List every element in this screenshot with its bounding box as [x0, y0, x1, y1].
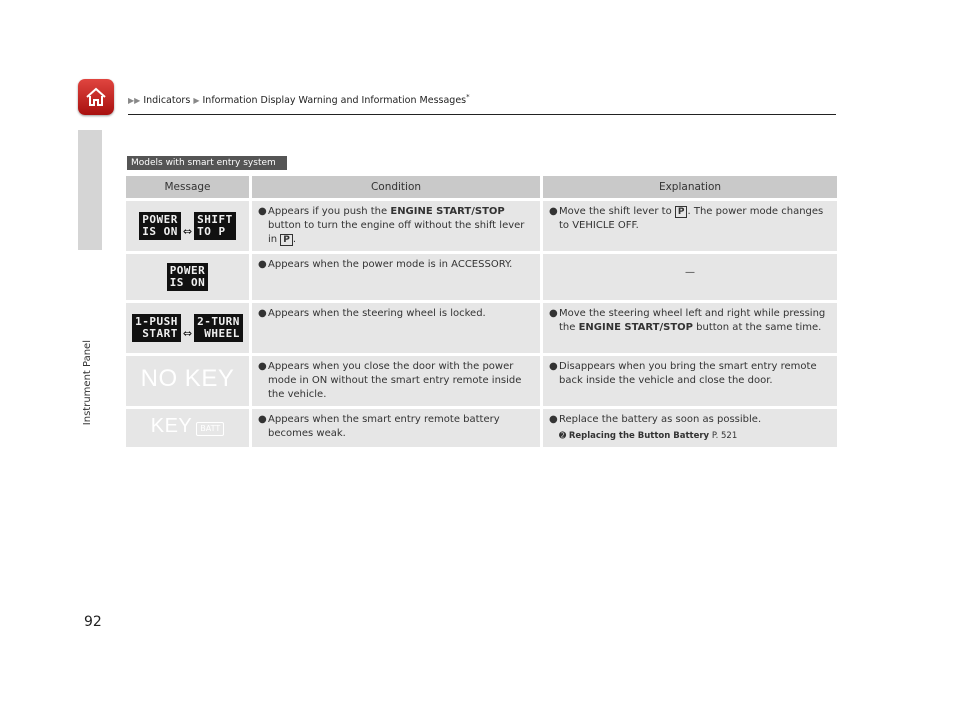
- message-display: [126, 356, 249, 406]
- reference-page: P. 521: [711, 431, 738, 441]
- bullet-icon: ●: [549, 361, 558, 372]
- message-display: [126, 303, 249, 353]
- condition-bold: ENGINE START/STOP: [390, 206, 505, 217]
- explanation-cell: [540, 356, 837, 406]
- header-message: Message: [126, 176, 249, 198]
- breadcrumb-arrow-icon: ▶▶: [128, 96, 141, 106]
- condition-cell: [249, 254, 540, 300]
- lcd-push-start: 1-PUSH START: [132, 314, 181, 342]
- condition-text: Appears when the smart entry remote battery becomes weak.: [268, 414, 500, 439]
- reference-arrow-icon: ➋: [559, 431, 567, 441]
- lcd-shift-to-p: SHIFT TO P: [194, 212, 236, 240]
- explanation-cell: [540, 201, 837, 251]
- bullet-icon: ●: [258, 414, 267, 425]
- sidebar-tab: [78, 130, 102, 250]
- breadcrumb-link-messages[interactable]: Information Display Warning and Information Messages: [202, 95, 467, 107]
- p-gear-symbol: P: [280, 234, 293, 246]
- condition-text: Appears if you push the: [268, 206, 391, 217]
- explanation-text: Move the steering wheel left and right while pressing the: [559, 308, 826, 333]
- home-icon: [84, 85, 108, 109]
- lcd-power-is-on: POWER IS ON: [167, 263, 209, 291]
- bullet-icon: ●: [549, 308, 558, 319]
- table-row: [126, 356, 837, 406]
- explanation-cell: [540, 254, 837, 300]
- home-button[interactable]: [78, 79, 114, 115]
- condition-text: button to turn the engine off without the shift lever in: [268, 220, 525, 245]
- sidebar-label: Instrument Panel: [82, 340, 93, 426]
- lcd-power-is-on: POWER IS ON: [139, 212, 181, 240]
- section-tag: Models with smart entry system: [127, 156, 287, 170]
- bullet-icon: ●: [258, 206, 267, 217]
- bullet-icon: ●: [549, 414, 558, 425]
- no-key-display: NO KEY: [140, 364, 235, 392]
- condition-text: Appears when the power mode is in ACCESSORY.: [268, 259, 513, 270]
- bullet-icon: ●: [258, 361, 267, 372]
- condition-text: Appears when the steering wheel is locked.: [268, 308, 486, 319]
- double-arrow-icon: ⇔: [182, 225, 193, 238]
- condition-cell: [249, 303, 540, 353]
- reference-title: Replacing the Button Battery: [568, 431, 710, 441]
- explanation-text: button at the same time.: [692, 322, 822, 333]
- table-row: [126, 303, 837, 353]
- lcd-turn-wheel: 2-TURN WHEEL: [194, 314, 243, 342]
- explanation-bold: ENGINE START/STOP: [578, 322, 693, 333]
- bullet-icon: ●: [258, 308, 267, 319]
- explanation-cell: [540, 303, 837, 353]
- message-display: [126, 201, 249, 251]
- double-arrow-icon: ⇔: [182, 327, 193, 340]
- condition-cell: [249, 201, 540, 251]
- breadcrumb-arrow-icon: ▶: [193, 96, 200, 106]
- asterisk: *: [466, 93, 470, 101]
- page-number: 92: [84, 614, 102, 630]
- explanation-text: —: [685, 267, 695, 278]
- message-display: [126, 409, 249, 447]
- bullet-icon: ●: [549, 206, 558, 217]
- condition-text: Appears when you close the door with the power mode in ON without the smart entry remote inside the vehicle.: [268, 361, 522, 400]
- message-display: [126, 254, 249, 300]
- header-explanation: Explanation: [540, 176, 837, 198]
- explanation-text: Replace the battery as soon as possible.: [559, 414, 762, 425]
- messages-table: [126, 173, 837, 450]
- bullet-icon: ●: [258, 259, 267, 270]
- table-row: [126, 254, 837, 300]
- explanation-cell: [540, 409, 837, 447]
- table-header-row: [126, 176, 837, 198]
- reference-link[interactable]: [559, 429, 831, 443]
- table-row: [126, 201, 837, 251]
- condition-cell: [249, 356, 540, 406]
- explanation-text: Disappears when you bring the smart entry remote back inside the vehicle and close the door.: [559, 361, 817, 386]
- condition-text: .: [292, 234, 297, 245]
- breadcrumb-link-indicators[interactable]: Indicators: [143, 95, 191, 107]
- condition-cell: [249, 409, 540, 447]
- key-display: KEY: [150, 415, 193, 437]
- header-rule: [128, 114, 836, 115]
- table-row: [126, 409, 837, 447]
- battery-icon: BATT: [196, 422, 224, 436]
- p-gear-symbol: P: [675, 206, 688, 218]
- header-condition: Condition: [249, 176, 540, 198]
- breadcrumb: [128, 93, 470, 106]
- explanation-text: . The power mode changes to VEHICLE OFF.: [559, 206, 824, 231]
- explanation-text: Move the shift lever to: [559, 206, 675, 217]
